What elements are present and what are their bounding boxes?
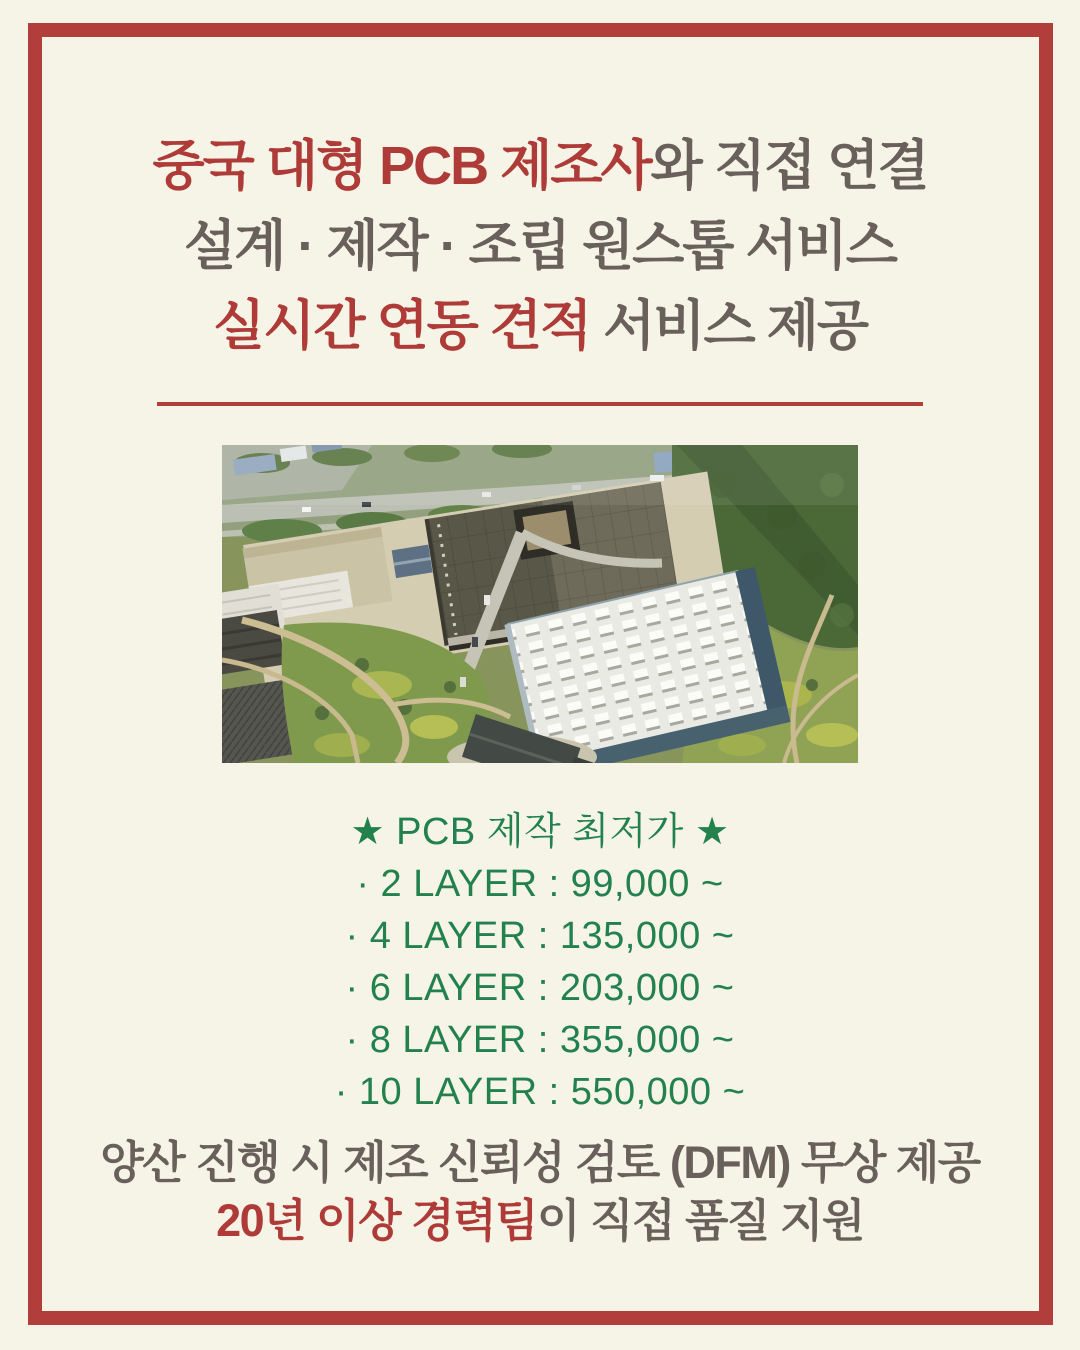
price-row: · 6 LAYER : 203,000 ~	[345, 967, 735, 1009]
headline-line-2: 설계 · 제작 · 조립 원스톱 서비스	[184, 216, 896, 276]
price-row: · 8 LAYER : 355,000 ~	[345, 1019, 735, 1061]
price-list	[0, 806, 1080, 1118]
footer-line-2	[0, 1192, 1080, 1250]
headline-line-3-highlight: 실시간 연동 견적	[213, 296, 591, 356]
headline-line-1-highlight: 중국 대형 PCB 제조사	[152, 136, 651, 196]
headline-line-3-rest: 서비스 제공	[590, 296, 867, 356]
factory-aerial-illustration	[222, 445, 858, 763]
footer-line-2-highlight: 20년 이상 경력팀	[216, 1195, 538, 1246]
price-list-items	[0, 858, 1080, 1118]
footer-line-1: 양산 진행 시 제조 신뢰성 검토 (DFM) 무상 제공	[100, 1137, 980, 1188]
footer	[0, 1134, 1080, 1250]
headline-line-1-rest: 와 직접 연결	[650, 136, 928, 196]
price-row: · 4 LAYER : 135,000 ~	[345, 915, 735, 957]
factory-aerial-photo	[222, 445, 858, 763]
headline-line-1	[0, 126, 1080, 206]
footer-line-2-rest: 이 직접 품질 지원	[537, 1195, 864, 1246]
headline	[0, 126, 1080, 366]
price-list-title: ★ PCB 제작 최저가 ★	[350, 811, 730, 853]
headline-line-3	[0, 286, 1080, 366]
price-row: · 10 LAYER : 550,000 ~	[334, 1071, 746, 1113]
divider-line	[157, 402, 923, 406]
price-row: · 2 LAYER : 99,000 ~	[356, 863, 724, 905]
